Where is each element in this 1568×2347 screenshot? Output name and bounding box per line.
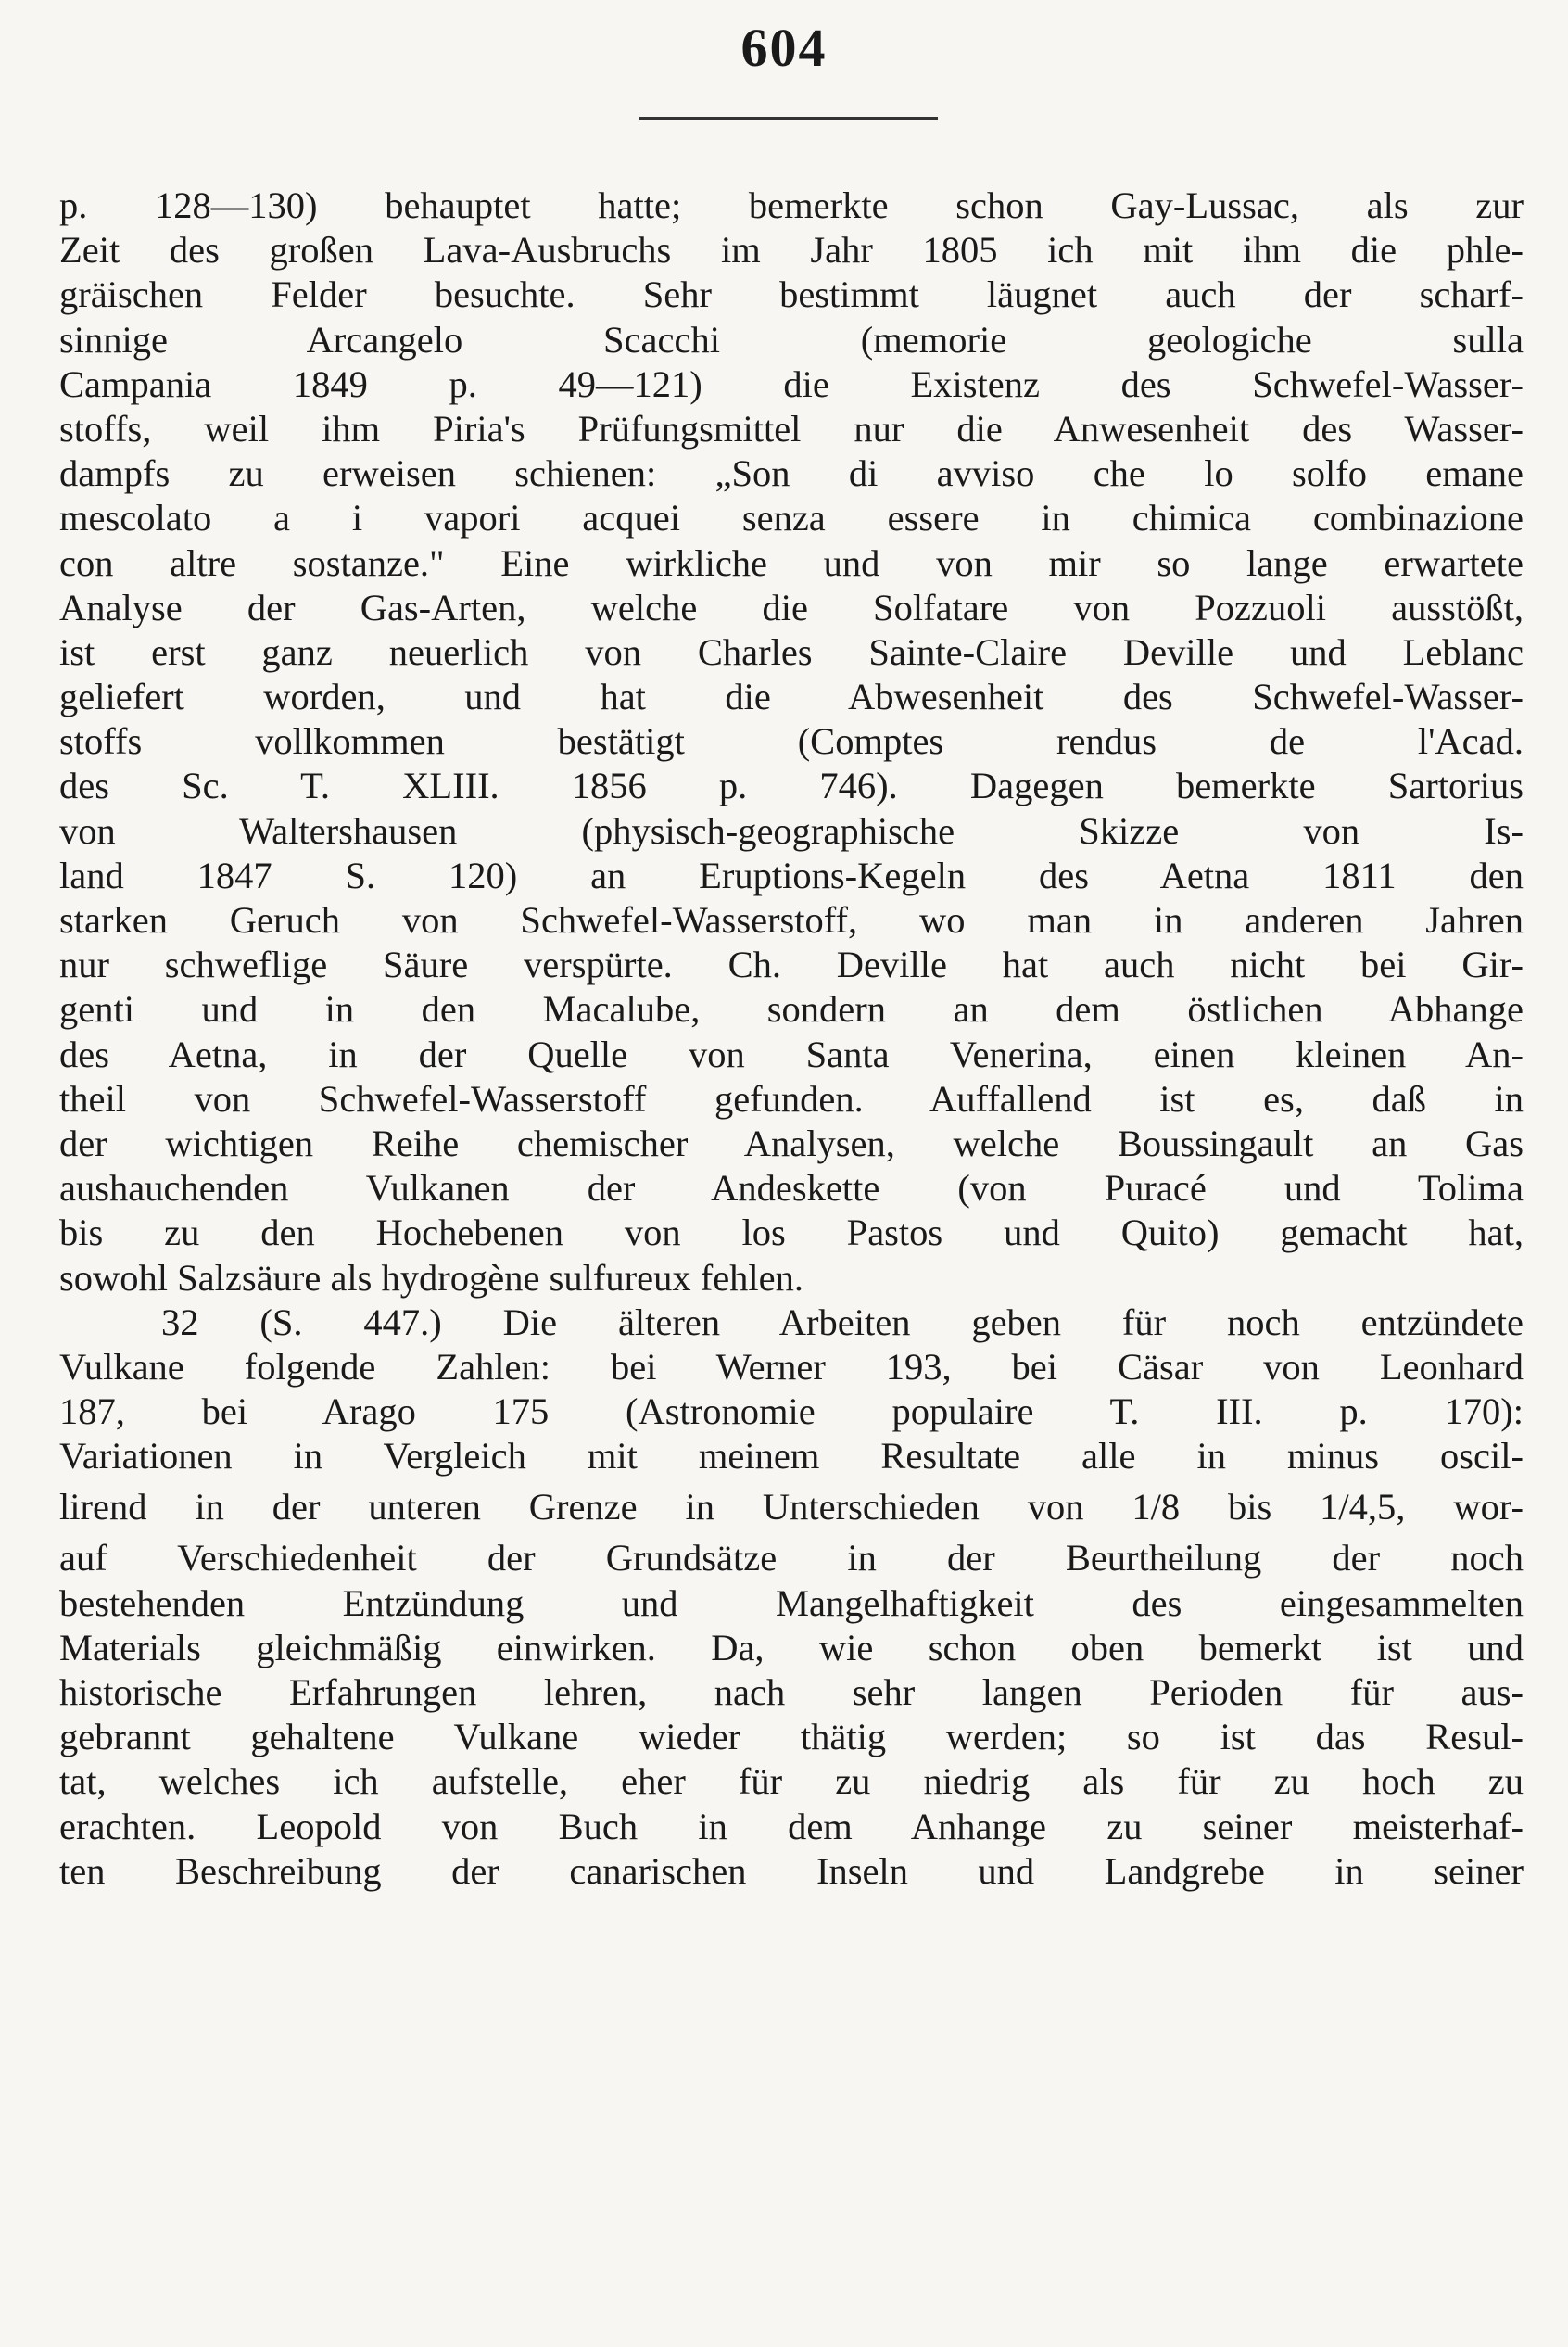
text-line: aushauchenden Vulkanen der Andeskette (von Puracé und Tolima: [59, 1167, 1524, 1210]
text-line: sowohl Salzsäure als hydrogène sulfureux fehlen.: [59, 1256, 804, 1299]
text-line: ten Beschreibung der canarischen Inseln und Landgrebe in seiner: [59, 1849, 1524, 1892]
text-line: des Sc. T. XLIII. 1856 p. 746). Dagegen bemerkte Sartorius: [59, 765, 1524, 807]
text-line: historische Erfahrungen lehren, nach sehr langen Perioden für aus-: [59, 1671, 1524, 1713]
text-line: des Aetna, in der Quelle von Santa Venerina, einen kleinen An-: [59, 1033, 1524, 1075]
text-line: ist erst ganz neuerlich von Charles Sainte-Claire Deville und Leblanc: [59, 630, 1524, 673]
text-line: sinnige Arcangelo Scacchi (memorie geologiche sulla: [59, 318, 1524, 361]
text-line: dampfs zu erweisen schienen: „Son di avviso che lo solfo emane: [59, 452, 1524, 495]
text-line: stoffs vollkommen bestätigt (Comptes rendus de l'Acad.: [59, 720, 1524, 763]
text-line: 187, bei Arago 175 (Astronomie populaire T. III. p. 170):: [59, 1390, 1524, 1433]
text-line: land 1847 S. 120) an Eruptions-Kegeln des Aetna 1811 den: [59, 854, 1524, 896]
text-line: genti und in den Macalube, sondern an dem östlichen Abhange: [59, 988, 1524, 1031]
text-line: Materials gleichmäßig einwirken. Da, wie schon oben bemerkt ist und: [59, 1626, 1524, 1668]
text-line: erachten. Leopold von Buch in dem Anhange zu seiner meisterhaf-: [59, 1805, 1524, 1847]
text-line: stoffs, weil ihm Piria's Prüfungsmittel nur die Anwesenheit des Wasser-: [59, 407, 1524, 450]
text-line: Vulkane folgende Zahlen: bei Werner 193, bei Cäsar von Leonhard: [59, 1345, 1524, 1388]
text-line-with-fractions: lirend in der unteren Grenze in Unterschieden von 1/8 bis 1/4,5, wor-: [59, 1486, 1524, 1529]
header-rule: [639, 117, 938, 120]
text-line: Variationen in Vergleich mit meinem Resultate alle in minus oscil-: [59, 1435, 1524, 1478]
text-line: geliefert worden, und hat die Abwesenheit des Schwefel-Wasser-: [59, 676, 1524, 718]
text-line: Analyse der Gas-Arten, welche die Solfatare von Pozzuoli ausstößt,: [59, 586, 1524, 628]
text-line: auf Verschiedenheit der Grundsätze in der Beurtheilung der noch: [59, 1537, 1524, 1579]
text-line: bestehenden Entzündung und Mangelhaftigkeit des eingesammelten: [59, 1581, 1524, 1624]
text-line: p. 128—130) behauptet hatte; bemerkte schon Gay-Lussac, als zur: [59, 184, 1524, 226]
text-line: mescolato a i vapori acquei senza essere in chimica combinazione: [59, 497, 1524, 539]
text-line: nur schweflige Säure verspürte. Ch. Deville hat auch nicht bei Gir-: [59, 944, 1524, 986]
text-line: theil von Schwefel-Wasserstoff gefunden. Auffallend ist es, daß in: [59, 1077, 1524, 1120]
text-line: Campania 1849 p. 49—121) die Existenz des Schwefel-Wasser-: [59, 362, 1524, 405]
text-line: Zeit des großen Lava-Ausbruchs im Jahr 1805 ich mit ihm die phle-: [59, 229, 1524, 272]
footnote-start-line: 32 (S. 447.) Die älteren Arbeiten geben für noch entzündete: [161, 1300, 1524, 1343]
text-line: starken Geruch von Schwefel-Wasserstoff, wo man in anderen Jahren: [59, 899, 1524, 941]
text-line: tat, welches ich aufstelle, eher für zu niedrig als für zu hoch zu: [59, 1760, 1524, 1803]
page-number: 604: [740, 18, 828, 78]
text-line: der wichtigen Reihe chemischer Analysen, welche Boussingault an Gas: [59, 1122, 1524, 1164]
text-line: gebrannt gehaltene Vulkane wieder thätig werden; so ist das Resul-: [59, 1716, 1524, 1758]
text-line: gräischen Felder besuchte. Sehr bestimmt läugnet auch der scharf-: [59, 273, 1524, 316]
body-text: [59, 184, 1524, 1894]
text-line: von Waltershausen (physisch-geographische Skizze von Is-: [59, 809, 1524, 852]
text-line: bis zu den Hochebenen von los Pastos und Quito) gemacht hat,: [59, 1212, 1524, 1254]
text-line: con altre sostanze." Eine wirkliche und von mir so lange erwartete: [59, 541, 1524, 584]
